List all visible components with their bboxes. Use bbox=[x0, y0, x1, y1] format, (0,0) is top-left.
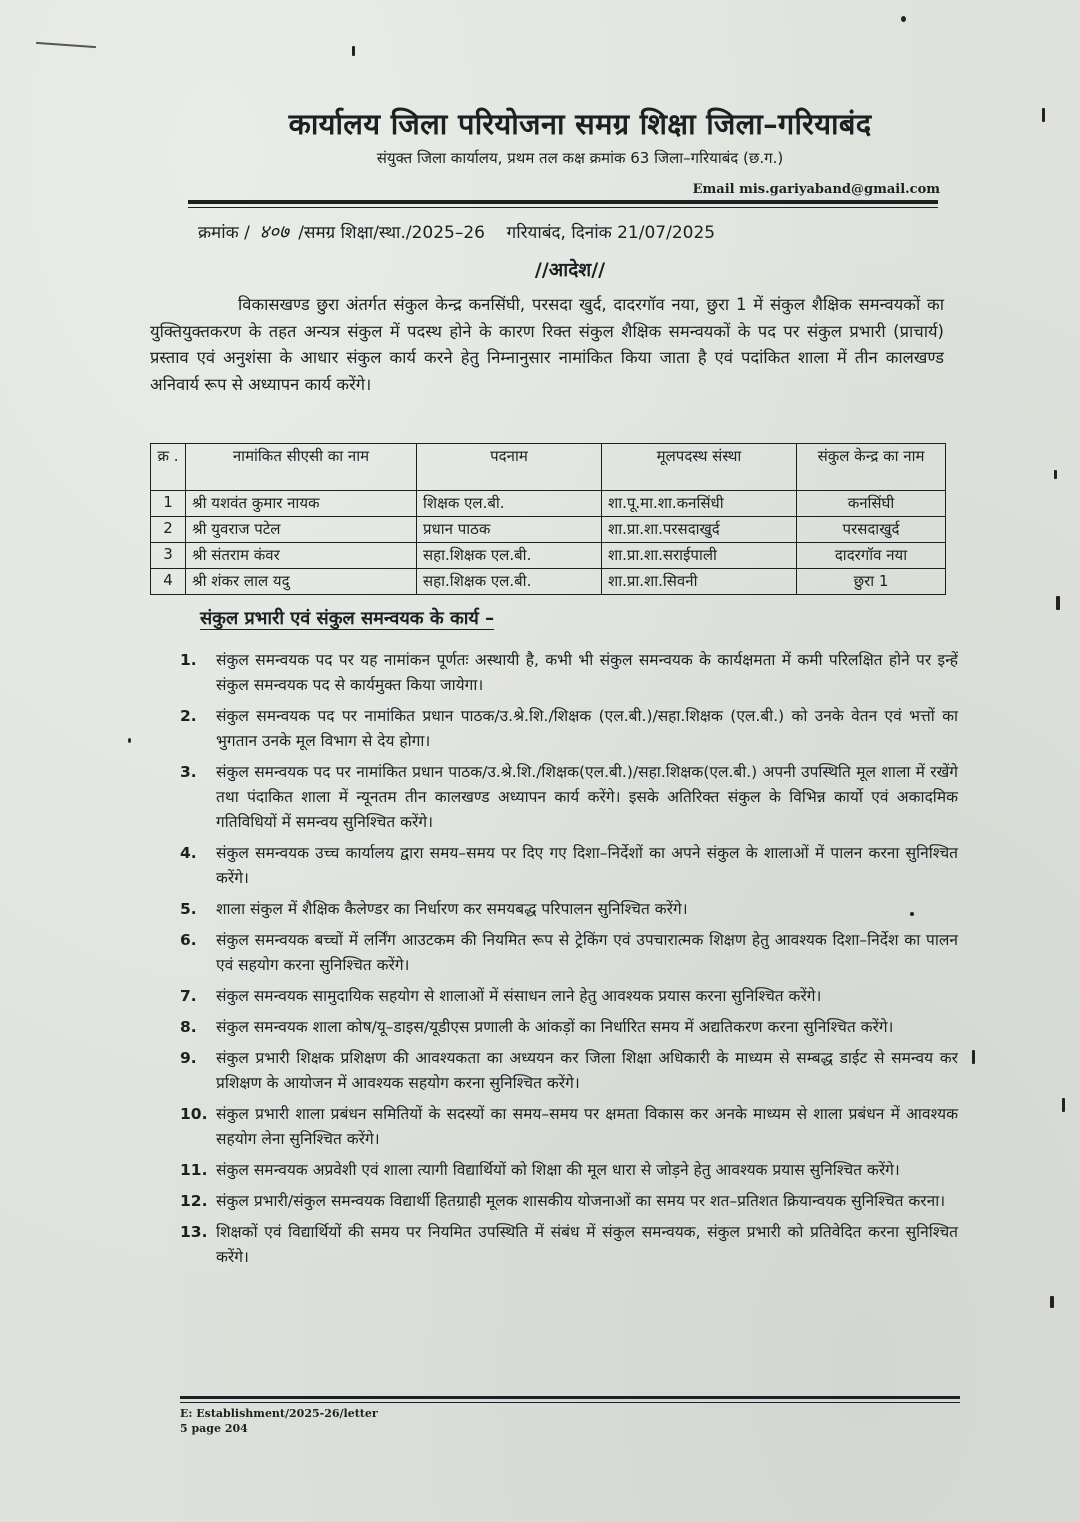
item-text: संकुल समन्वयक पद पर नामांकित प्रधान पाठक/उ.श्रे.शि./शिक्षक(एल.बी.)/सहा.शिक्षक(एल.बी.) अपनी उपस्थिति मूल शाला में रखेंगे तथा पंदाकित शाला में न्यूनतम तीन कालखण्ड अध्यापन कार्य करेंगे। इसके अतिरिक्त संकुल के विभिन्न कार्यो एवं अकादमिक गतिविधियों में समन्वय सुनिश्चित करेंगे। bbox=[216, 763, 958, 831]
reference-path: /समग्र शिक्षा/स्था./2025–26 bbox=[298, 223, 485, 243]
item-text: संकुल समन्वयक अप्रवेशी एवं शाला त्यागी विद्यार्थियों को शिक्षा की मूल धारा से जोड़ने हेतु आवश्यक प्रयास सुनिश्चित करेंगे। bbox=[216, 1161, 900, 1179]
item-number: 2. bbox=[180, 707, 197, 725]
col-header-center: संकुल केन्द्र का नाम bbox=[797, 444, 946, 491]
list-item bbox=[180, 928, 958, 978]
table-row bbox=[151, 517, 946, 543]
cell-name: श्री संतराम कंवर bbox=[186, 543, 417, 569]
item-number: 1. bbox=[180, 651, 197, 669]
col-header-post: पदनाम bbox=[417, 444, 602, 491]
item-number: 11. bbox=[180, 1161, 208, 1179]
list-item bbox=[180, 1189, 958, 1214]
table-row bbox=[151, 543, 946, 569]
list-item bbox=[180, 1220, 958, 1270]
cell-serial: 3 bbox=[151, 543, 186, 569]
item-text: शाला संकुल में शैक्षिक कैलेण्डर का निर्धारण कर समयबद्ध परिपालन सुनिश्चित करेंगे। bbox=[216, 900, 688, 918]
item-number: 10. bbox=[180, 1105, 208, 1123]
item-number: 3. bbox=[180, 763, 197, 781]
list-item bbox=[180, 841, 958, 891]
scan-speck bbox=[352, 46, 355, 56]
col-header-institution: मूलपदस्थ संस्था bbox=[602, 444, 797, 491]
cell-name: श्री युवराज पटेल bbox=[186, 517, 417, 543]
footer-file-ref bbox=[180, 1406, 378, 1436]
scan-speck bbox=[1054, 470, 1057, 479]
item-text: संकुल प्रभारी शाला प्रबंधन समितियों के सदस्यों का समय–समय पर क्षमता विकास कर अनके माध्यम से शाला प्रबंधन में आवश्यक सहयोग लेना सुनिश्चित करेंगे। bbox=[216, 1105, 958, 1148]
item-text: संकुल समन्वयक उच्च कार्यालय द्वारा समय–समय पर दिए गए दिशा–निर्देशों का अपने संकुल के शालाओं में पालन करना सुनिश्चित करेंगे। bbox=[216, 844, 958, 887]
footer-line-2: 5 page 204 bbox=[180, 1422, 248, 1435]
item-text: संकुल समन्वयक सामुदायिक सहयोग से शालाओं में संसाधन लाने हेतु आवश्यक प्रयास करना सुनिश्चित करेंगे। bbox=[216, 987, 822, 1005]
cell-institution: शा.पू.मा.शा.कनसिंधी bbox=[602, 491, 797, 517]
scan-scratch-mark bbox=[36, 42, 96, 48]
scan-speck bbox=[972, 1050, 975, 1064]
item-number: 7. bbox=[180, 987, 197, 1005]
footer-divider-thin bbox=[180, 1402, 960, 1403]
cell-post: प्रधान पाठक bbox=[417, 517, 602, 543]
item-number: 4. bbox=[180, 844, 197, 862]
scan-speck bbox=[1062, 1098, 1065, 1112]
item-text: संकुल समन्वयक बच्चों में लर्निंग आउटकम की नियमित रूप से ट्रेकिंग एवं उपचारात्मक शिक्षण हेतु आवश्यक दिशा–निर्देश का पालन एवं सहयोग करना सुनिश्चित करेंगे। bbox=[216, 931, 958, 974]
col-header-serial: क्र . bbox=[151, 444, 186, 491]
item-text: संकुल प्रभारी/संकुल समन्वयक विद्यार्थी हितग्राही मूलक शासकीय योजनाओं का समय पर शत–प्रतिशत क्रियान्वयक सुनिश्चित करना। bbox=[216, 1192, 946, 1210]
cell-serial: 2 bbox=[151, 517, 186, 543]
cell-center: दादरगॉव नया bbox=[797, 543, 946, 569]
item-number: 9. bbox=[180, 1049, 197, 1067]
footer-divider bbox=[180, 1396, 960, 1399]
table-row bbox=[151, 491, 946, 517]
scan-speck bbox=[1056, 596, 1060, 610]
cell-institution: शा.प्रा.शा.परसदाखुर्द bbox=[602, 517, 797, 543]
list-item bbox=[180, 704, 958, 754]
col-header-name: नामांकित सीएसी का नाम bbox=[186, 444, 417, 491]
cell-serial: 1 bbox=[151, 491, 186, 517]
item-number: 5. bbox=[180, 900, 197, 918]
item-number: 12. bbox=[180, 1192, 208, 1210]
list-item bbox=[180, 1015, 958, 1040]
item-text: संकुल समन्वयक शाला कोष/यू–डाइस/यूडीएस प्रणाली के आंकड़ों का निर्धारित समय में अद्यतिकरण करना सुनिश्चित करेंगे। bbox=[216, 1018, 894, 1036]
list-item bbox=[180, 648, 958, 698]
cell-center: कनसिंघी bbox=[797, 491, 946, 517]
header-divider bbox=[188, 200, 938, 204]
item-text: संकुल समन्वयक पद पर यह नामांकन पूर्णतः अस्थायी है, कभी भी संकुल समन्वयक के कार्यक्षमता में कमी परिलक्षित होने पर इन्हें संकुल समन्वयक पद से कार्यमुक्त किया जायेगा। bbox=[216, 651, 958, 694]
table-header-row bbox=[151, 444, 946, 491]
scan-speck bbox=[1050, 1296, 1054, 1308]
list-item bbox=[180, 897, 958, 922]
reference-prefix: क्रमांक / bbox=[198, 223, 250, 243]
cell-serial: 4 bbox=[151, 569, 186, 595]
item-text: संकुल समन्वयक पद पर नामांकित प्रधान पाठक/उ.श्रे.शि./शिक्षक (एल.बी.)/सहा.शिक्षक (एल.बी.) को उनके वेतन एवं भत्तों का भुगतान उनके मूल विभाग से देय होगा। bbox=[216, 707, 958, 750]
cell-center: छुरा 1 bbox=[797, 569, 946, 595]
item-text: संकुल प्रभारी शिक्षक प्रशिक्षण की आवश्यकता का अध्ययन कर जिला शिक्षा अधिकारी के माध्यम से सम्बद्ध डाईट से समन्वय कर प्रशिक्षण के आयोजन में आवश्यक सहयोग करना सुनिश्चित करेंगे। bbox=[216, 1049, 958, 1092]
scan-speck bbox=[901, 16, 906, 22]
list-item bbox=[180, 984, 958, 1009]
duties-heading: संकुल प्रभारी एवं संकुल समन्वयक के कार्य – bbox=[200, 608, 495, 629]
order-title: //आदेश// bbox=[534, 259, 606, 281]
cell-name: श्री शंकर लाल यदु bbox=[186, 569, 417, 595]
cell-name: श्री यशवंत कुमार नायक bbox=[186, 491, 417, 517]
office-title: कार्यालय जिला परियोजना समग्र शिक्षा जिला–गरियाबंद bbox=[288, 107, 872, 141]
order-body-paragraph: विकासखण्ड छुरा अंतर्गत संकुल केन्द्र कनसिंघी, परसदा खुर्द, दादरगॉव नया, छुरा 1 में संकुल शैक्षिक समन्वयकों का युक्तियुक्तकरण के तहत अन्यत्र संकुल में पदस्थ होने के कारण रिक्त संकुल शैक्षिक समन्वयकों के पद पर संकुल प्रभारी (प्राचार्य) प्रस्ताव एवं अनुशंसा के आधार संकुल कार्य करने हेतु निम्नानुसार नामांकित किया जाता है एवं पदांकित शाला में तीन कालखण्ड अनिवार्य रूप से अध्यापन कार्य करेंगे। bbox=[150, 295, 944, 394]
header-divider-thin bbox=[188, 207, 938, 208]
list-item bbox=[180, 1102, 958, 1152]
item-text: शिक्षकों एवं विद्यार्थियों की समय पर नियमित उपस्थिति में संबंध में संकुल समन्वयक, संकुल प्रभारी को प्रतिवेदित करना सुनिश्चित करेंगे। bbox=[216, 1223, 958, 1266]
cell-post: सहा.शिक्षक एल.बी. bbox=[417, 569, 602, 595]
scan-speck bbox=[128, 738, 131, 743]
reference-date: 21/07/2025 bbox=[617, 223, 716, 243]
nominee-table bbox=[150, 443, 946, 595]
item-number: 8. bbox=[180, 1018, 197, 1036]
item-number: 6. bbox=[180, 931, 197, 949]
cell-institution: शा.प्रा.शा.सिवनी bbox=[602, 569, 797, 595]
cell-center: परसदाखुर्द bbox=[797, 517, 946, 543]
reference-place-date-label: गरियाबंद, दिनांक bbox=[506, 223, 612, 243]
office-address: संयुक्त जिला कार्यालय, प्रथम तल कक्ष क्रमांक 63 जिला–गरियाबंद (छ.ग.) bbox=[376, 149, 784, 167]
reference-line bbox=[198, 218, 928, 244]
list-item bbox=[180, 1158, 958, 1183]
duties-list bbox=[180, 648, 958, 1276]
cell-post: शिक्षक एल.बी. bbox=[417, 491, 602, 517]
cell-institution: शा.प्रा.शा.सराईपाली bbox=[602, 543, 797, 569]
table-row bbox=[151, 569, 946, 595]
list-item bbox=[180, 760, 958, 835]
reference-number: ४०७ bbox=[259, 221, 289, 243]
office-email: Email mis.gariyaband@gmail.com bbox=[692, 182, 940, 197]
footer-line-1: E: Establishment/2025-26/letter bbox=[180, 1407, 378, 1420]
list-item bbox=[180, 1046, 958, 1096]
item-number: 13. bbox=[180, 1223, 208, 1241]
cell-post: सहा.शिक्षक एल.बी. bbox=[417, 543, 602, 569]
